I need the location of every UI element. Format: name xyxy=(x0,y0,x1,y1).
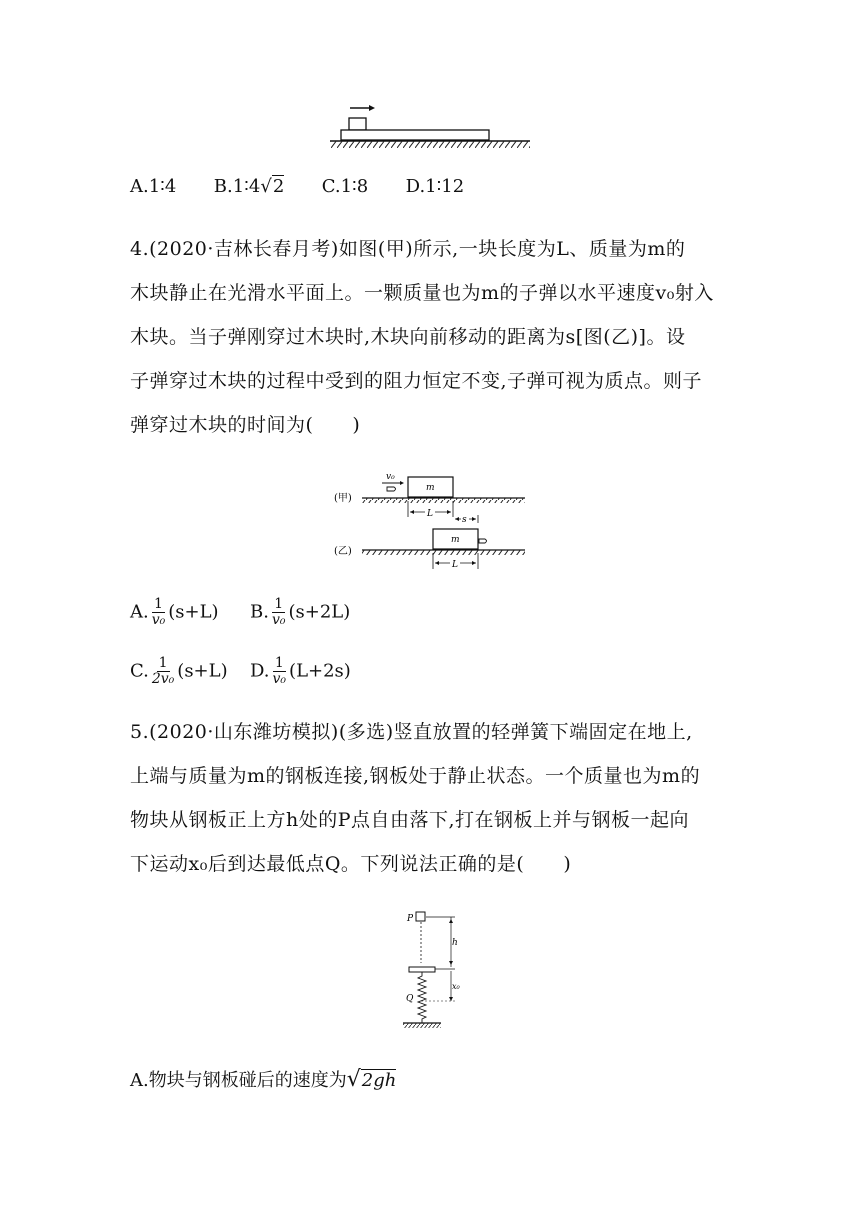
q5-option-a[interactable]: A.物块与钢板碰后的速度为√2gh xyxy=(130,1067,397,1092)
spring xyxy=(418,972,426,1023)
Q-label: Q xyxy=(406,994,414,1004)
q4-option-a[interactable]: A. $\frac{1}{\text{v₀}}$ (s+L) xyxy=(130,596,219,628)
q4-option-c[interactable]: C. $\frac{1}{\text{2v₀}}$ (s+L) xyxy=(130,655,228,687)
q4-line-4: 子弹穿过木块的过程中受到的阻力恒定不变,子弹可视为质点。则子 xyxy=(130,370,703,392)
m-label-jia: m xyxy=(426,483,435,493)
q5-line-3: 物块从钢板正上方h处的P点自由落下,打在钢板上并与钢板一起向 xyxy=(130,809,690,831)
bullet-yi xyxy=(479,539,487,543)
q3-options xyxy=(130,176,464,197)
q5-line-4: 下运动x₀后到达最低点Q。下列说法正确的是( ) xyxy=(130,853,572,875)
label-jia: (甲) xyxy=(334,493,352,504)
steel-plate xyxy=(409,967,435,972)
q3-option-c[interactable]: C.1∶8 xyxy=(321,176,369,197)
x0-label: x₀ xyxy=(452,982,460,991)
label-yi: (乙) xyxy=(334,546,352,557)
q4-option-b[interactable]: B. $\frac{1}{\text{v₀}}$ (s+2L) xyxy=(250,596,351,628)
L-label-jia: L xyxy=(427,509,433,519)
h-label: h xyxy=(452,938,458,948)
plank-block-figure xyxy=(325,100,535,152)
P-label: P xyxy=(407,914,414,924)
q4-line-1: 4.(2020·吉林长春月考)如图(甲)所示,一块长度为L、质量为m的 xyxy=(130,238,686,260)
plank xyxy=(341,130,489,140)
q4-line-2: 木块静止在光滑水平面上。一颗质量也为m的子弹以水平速度v₀射入 xyxy=(130,282,714,304)
small-block xyxy=(349,118,366,130)
q5-line-2: 上端与质量为m的钢板连接,钢板处于静止状态。一个质量也为m的 xyxy=(130,765,701,787)
q3-option-d[interactable]: D.1∶12 xyxy=(405,176,465,197)
bullet-block-figure xyxy=(330,465,530,575)
s-label: s xyxy=(462,515,467,525)
spring-plate-figure xyxy=(395,905,475,1035)
v0-label: v₀ xyxy=(386,472,395,482)
L-label-yi: L xyxy=(452,560,458,570)
q3-option-b[interactable]: B.1∶4√2 xyxy=(213,176,285,197)
falling-block xyxy=(416,912,425,921)
q4-option-d[interactable]: D. $\frac{1}{\text{v₀}}$ (L+2s) xyxy=(250,655,351,687)
q4-line-5: 弹穿过木块的时间为( ) xyxy=(130,414,361,436)
m-label-yi: m xyxy=(451,535,460,545)
q3-option-a[interactable]: A.1∶4 xyxy=(130,176,177,197)
bullet-jia xyxy=(387,487,396,491)
q4-line-3: 木块。当子弹刚穿过木块时,木块向前移动的距离为s[图(乙)]。设 xyxy=(130,326,686,348)
q5-line-1: 5.(2020·山东潍坊模拟)(多选)竖直放置的轻弹簧下端固定在地上, xyxy=(130,721,693,743)
